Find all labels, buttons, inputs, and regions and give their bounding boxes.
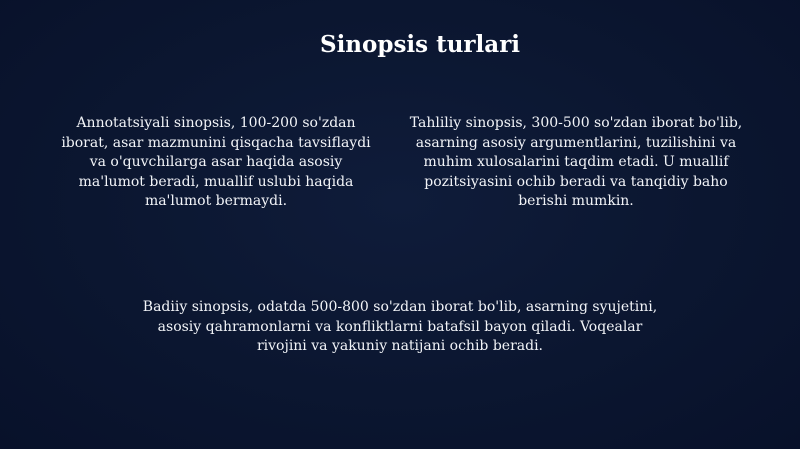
analytical-synopsis-text: Tahliliy sinopsis, 300-500 so'zdan iborat bo'lib, asarning asosiy argumentlarini, tuzilishini va muhim xulosalarini taqdim etadi. U muallif pozitsiyasini ochib beradi va tanqidiy baho berishi mumkin. xyxy=(409,115,743,209)
annotation-synopsis-text: Annotatsiyali sinopsis, 100-200 so'zdan iborat, asar mazmunini qisqacha tavsiflaydi va o'quvchilarga asar haqida asosiy ma'lumot beradi, muallif uslubi haqida ma'lumot bermaydi. xyxy=(61,115,371,209)
literary-synopsis-text: Badiiy sinopsis, odatda 500-800 so'zdan iborat bo'lib, asarning syujetini, asosiy qahramonlarni va konfliktlarni batafsil bayon qiladi. Voqealar rivojini va yakuniy natijani ochib beradi. xyxy=(142,299,658,354)
slide-title: Sinopsis turlari xyxy=(319,31,521,58)
